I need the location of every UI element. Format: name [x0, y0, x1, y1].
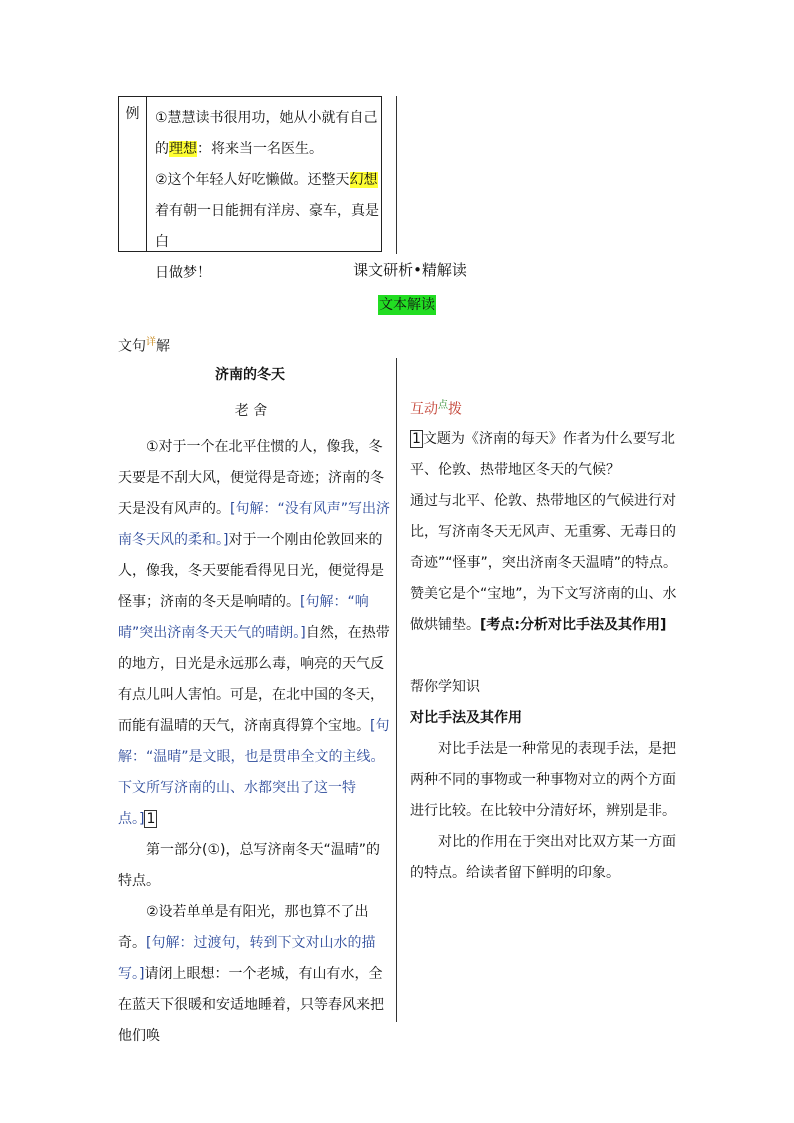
interactive-heading — [410, 396, 462, 419]
text-reading-tag: 文本解读 — [379, 297, 435, 313]
article-title: 济南的冬天 — [215, 367, 285, 383]
article-author: 老 舍 — [234, 403, 268, 419]
example-label: 例 — [119, 97, 147, 251]
heading-text: 互动 — [410, 401, 438, 418]
example-line-5: 日做梦！ — [155, 265, 211, 281]
subsection-text: 文句 — [118, 338, 146, 355]
annotation-marker: 1 — [146, 811, 156, 827]
column-divider — [396, 358, 397, 1022]
article-body — [118, 432, 390, 1052]
example-text: ②这个年轻人好吃懒做。还整天 — [155, 172, 350, 188]
subsection-heading — [118, 333, 170, 356]
help-title: 帮你学知识 — [410, 679, 480, 695]
example-line-3 — [155, 165, 380, 196]
help-knowledge — [410, 672, 682, 889]
text: 自然，在热带的地方，日光是永远那么毒，响亮的天气反有点儿叫人害怕。可是，在北中国的冬天，而能有温晴的天气，济南真得算个宝地。 — [118, 625, 390, 734]
help-paragraph-1: 对比手法是一种常见的表现手法，是把两种不同的事物或一种事物对立的两个方面进行比较。在比较中分清好坏，辨别是非。 — [410, 741, 676, 819]
sidebar-qa — [410, 424, 682, 641]
highlight-huanxiang: 幻想 — [349, 172, 378, 188]
example-text: 的 — [155, 141, 169, 157]
help-heading: 对比手法及其作用 — [410, 710, 522, 726]
example-line-4: 着有朝一日能拥有洋房、豪车，真是白 — [155, 203, 379, 250]
example-text: ：将来当一名医生。 — [197, 141, 323, 157]
question-text: 文题为《济南的每天》作者为什么要写北平、伦敦、热带地区冬天的气候？ — [410, 431, 675, 478]
sentence-note: [句解：“温晴”是文眼，也是贯串全文的主线。下文所写济南的山、水都突出了这一特点。] — [118, 718, 390, 827]
text: 请闭上眼想：一个老城，有山有水，全在蓝天下很暖和安适地睡着，只等春风来把他们唤 — [118, 966, 384, 1044]
highlight-lixiang: 理想 — [169, 141, 197, 157]
help-paragraph-2: 对比的作用在于突出对比双方某一方面的特点。给读者留下鲜明的印象。 — [410, 834, 676, 881]
sentence-note: [句解：过渡句，转到下文对山水的描写。] — [118, 935, 376, 982]
question — [410, 424, 682, 486]
paragraph-1 — [118, 432, 390, 835]
paragraph-3 — [118, 897, 390, 1052]
table-side-rule — [396, 96, 397, 254]
example-table — [118, 96, 382, 281]
example-line-1: ①慧慧读书很用功，她从小就有自己 — [155, 110, 378, 126]
example-line-2 — [155, 134, 380, 165]
detail-icon: 详 — [146, 337, 156, 348]
text: 对于一个刚由伦敦回来的人，像我，冬天要能看得见日光，便觉得是怪事；济南的冬天是响晴的。 — [118, 532, 384, 610]
text: ②设若单单是有阳光，那也算不了出奇。 — [118, 904, 369, 951]
heading-text: 拨 — [448, 401, 462, 418]
point-icon: 点 — [438, 400, 448, 411]
answer-text: 通过与北平、伦敦、热带地区的气候进行对比，写济南冬天无风声、无重雾、无毒日的奇迹”“怪事”，突出济南冬天温晴”的特点。赞美它是个“宝地”，为下文写济南的山、水做烘铺垫。 — [410, 493, 678, 633]
exam-point: [考点:分析对比手法及其作用] — [480, 617, 667, 633]
paragraph-2: 第一部分(①)，总写济南冬天“温晴”的特点。 — [118, 842, 380, 889]
sentence-note: [句解：“响晴”突出济南冬天天气的晴朗。] — [118, 594, 369, 641]
text: ①对于一个在北平住惯的人，像我，冬天要是不刮大风，便觉得是奇迹；济南的冬天是没有风声的。 — [118, 439, 384, 517]
subsection-text: 解 — [156, 338, 170, 355]
answer — [410, 486, 682, 641]
sentence-note: [句解：“没有风声”写出济南冬天风的柔和。] — [118, 501, 390, 548]
section-title: 课文研析•精解读 — [353, 261, 467, 279]
question-number: 1 — [412, 431, 421, 447]
